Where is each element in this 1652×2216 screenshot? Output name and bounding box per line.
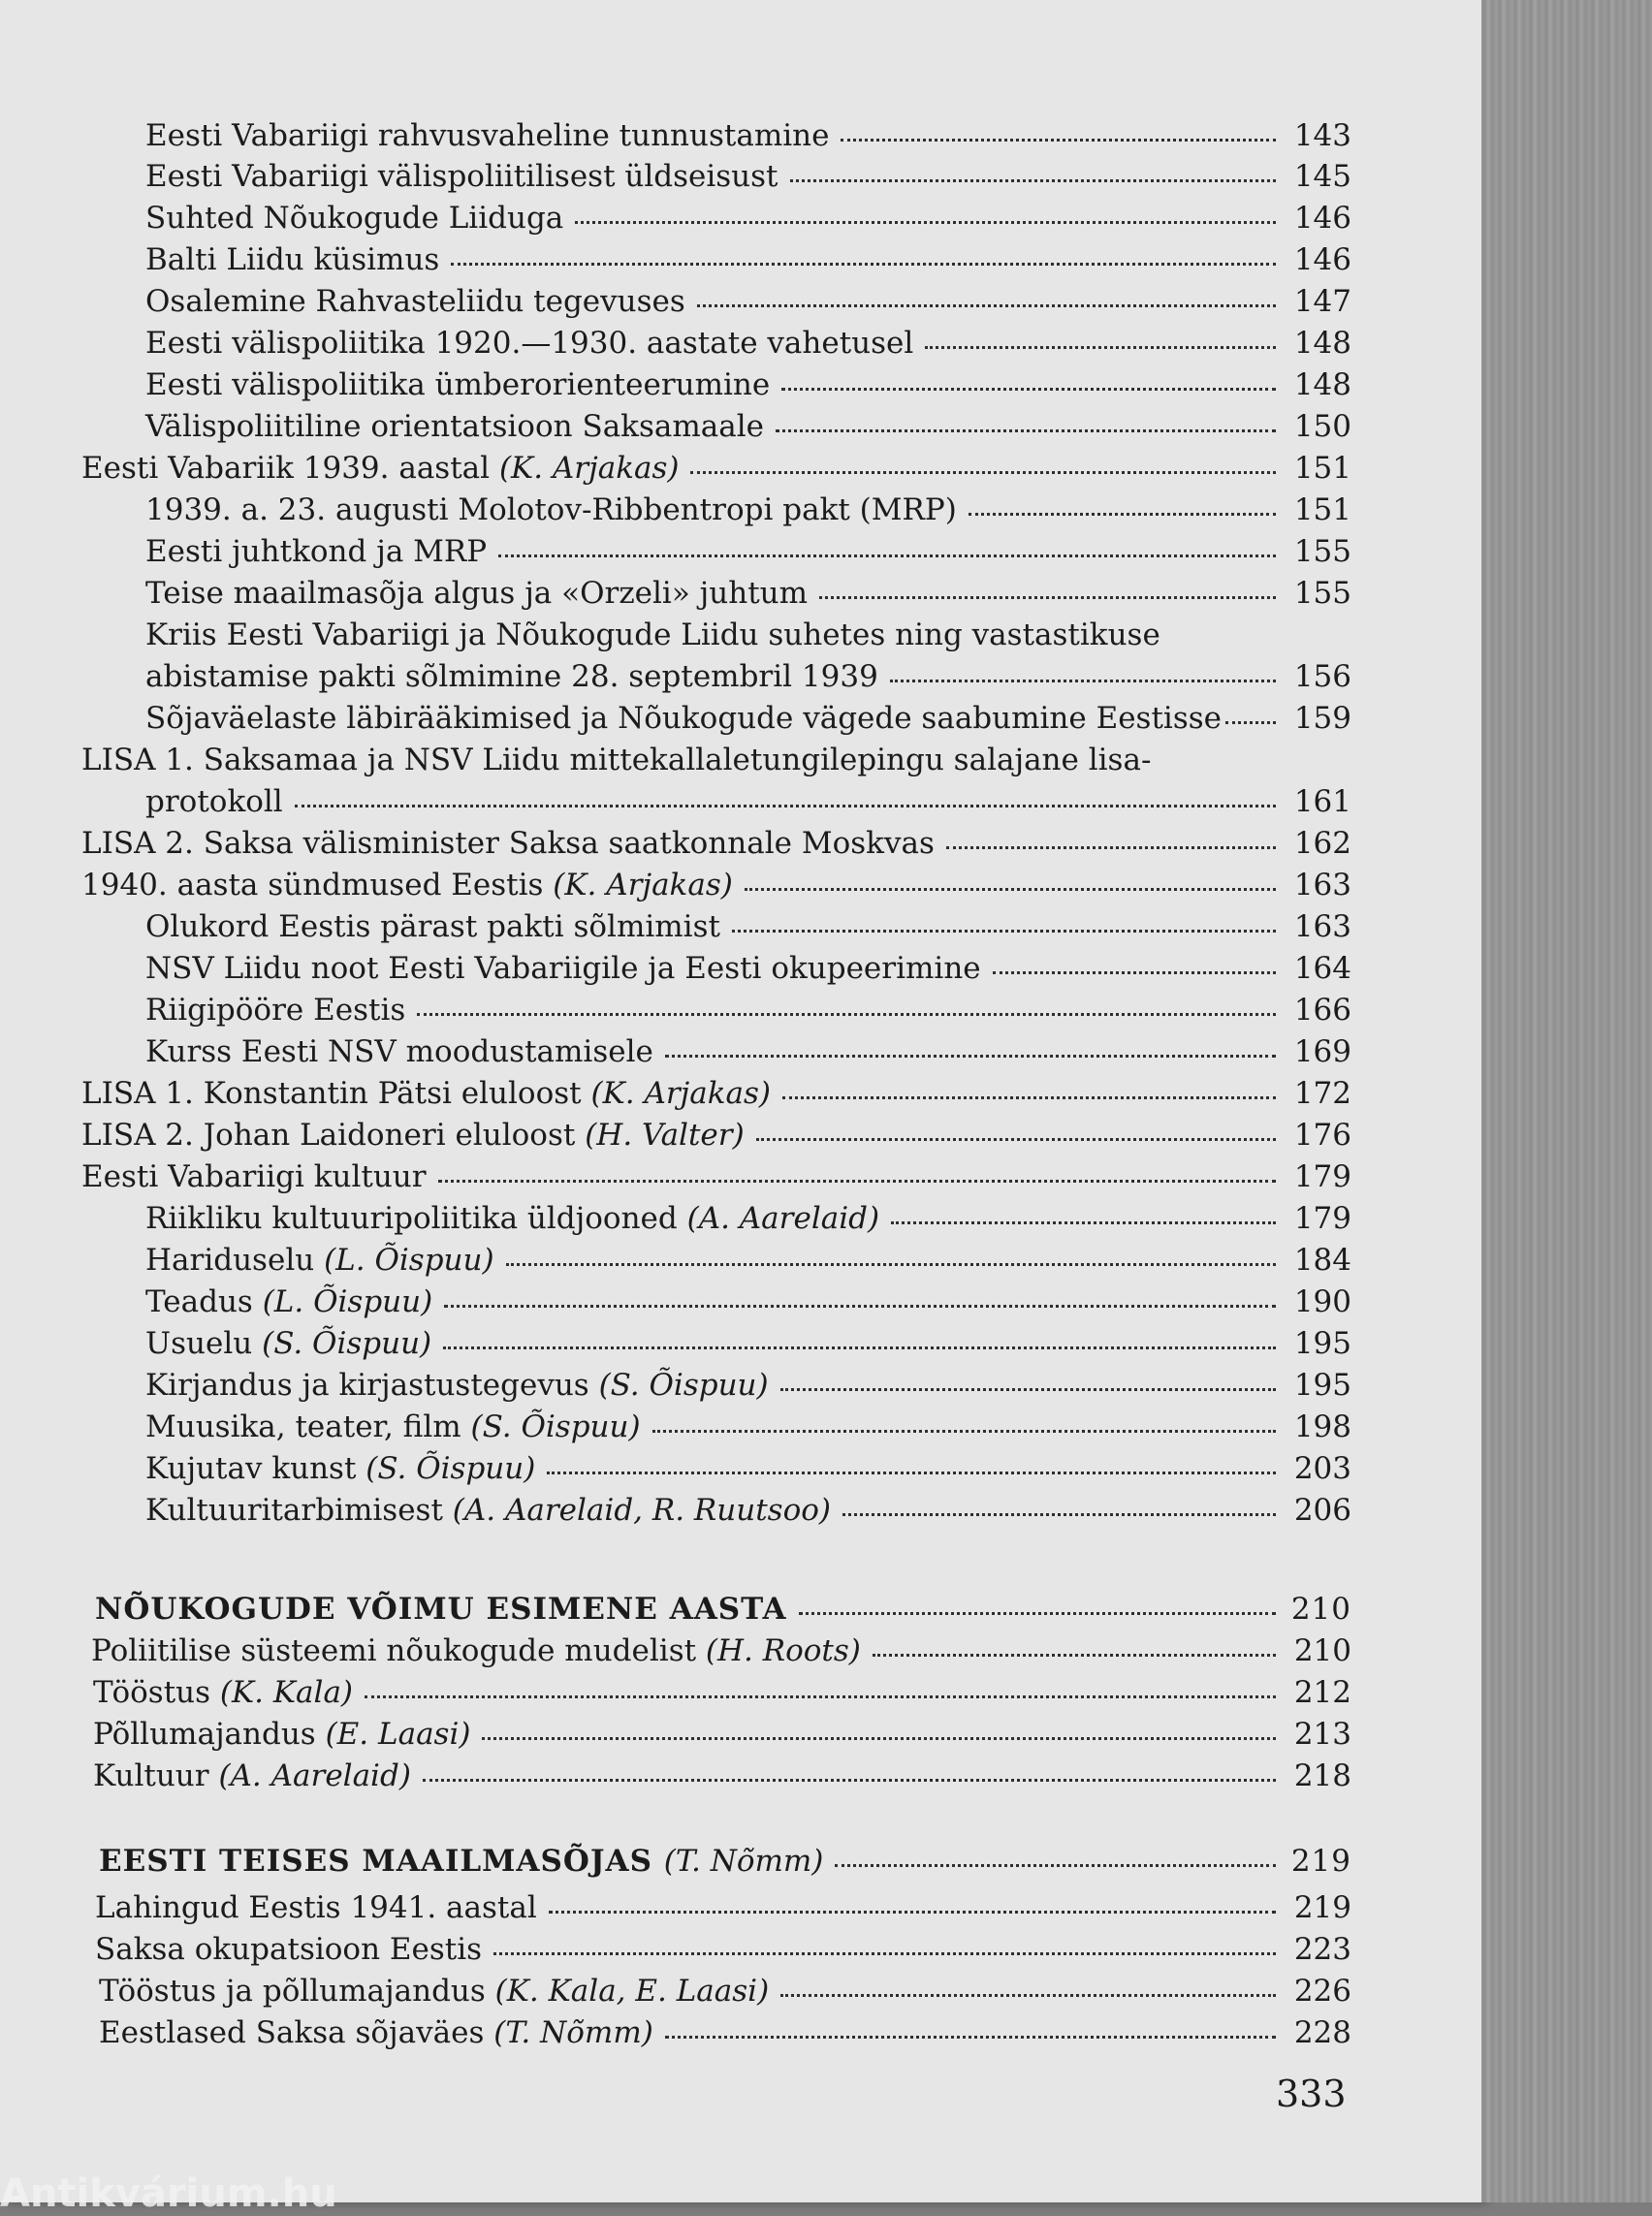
toc-entry	[95, 1930, 1351, 1969]
toc-entry-title: Kujutav kunst	[145, 1451, 357, 1486]
toc-entry	[145, 949, 1351, 988]
dot-leader	[417, 1013, 1276, 1016]
dot-leader	[443, 1346, 1276, 1349]
toc-entry-title: Riigipööre Eestis	[145, 993, 406, 1028]
dot-leader	[925, 346, 1276, 349]
toc-entry	[145, 282, 1351, 321]
toc-entry-title-line1: LISA 1. Saksamaa ja NSV Liidu mittekallaletungilepingu salajane lisa-	[81, 743, 1152, 777]
toc-entry-author: (S. Õispuu)	[262, 1326, 432, 1361]
toc-entry-page: 179	[1293, 1159, 1351, 1194]
toc-entry-title-line2: protokoll	[145, 784, 283, 819]
toc-entry-page: 146	[1293, 242, 1351, 277]
toc-entry	[145, 532, 1351, 571]
toc-entry-author: (E. Laasi)	[325, 1717, 471, 1752]
toc-entry-author: (S. Õispuu)	[365, 1451, 536, 1486]
toc-entry-page: 198	[1293, 1409, 1351, 1444]
toc-entry	[99, 1972, 1351, 2010]
toc-entry-title: Riikliku kultuuripoliitika üldjooned	[145, 1201, 678, 1236]
toc-chapter-title: EESTI TEISES MAAILMASÕJAS	[99, 1844, 652, 1879]
toc-entry-title: Kultuuritarbimisest	[145, 1493, 443, 1528]
dot-leader	[547, 1472, 1276, 1474]
toc-entry-page: 176	[1293, 1118, 1351, 1153]
dot-leader	[790, 179, 1276, 182]
toc-entry	[81, 1116, 1351, 1155]
dot-leader	[780, 1994, 1276, 1997]
toc-entry-author: (L. Õispuu)	[324, 1243, 494, 1278]
toc-entry-page: 146	[1293, 201, 1351, 236]
toc-entry	[145, 991, 1351, 1029]
toc-entry-title: Eesti Vabariigi rahvusvaheline tunnustamine	[145, 118, 830, 153]
toc-entry-page: 148	[1293, 326, 1351, 361]
toc-entry-author: (T. Nõmm)	[493, 2015, 653, 2050]
toc-entry-title: Tööstus	[93, 1675, 211, 1710]
dot-leader	[841, 139, 1276, 142]
toc-entry-author: (K. Kala)	[219, 1675, 354, 1710]
toc-entry-page: 210	[1290, 1592, 1351, 1627]
dot-leader	[756, 1138, 1276, 1141]
toc-entry-page: 164	[1293, 951, 1351, 986]
toc-entry-author: (K. Arjakas)	[498, 451, 680, 486]
toc-entry-page: 228	[1293, 2015, 1351, 2050]
toc-entry	[145, 1282, 1351, 1321]
toc-entry-page: 179	[1293, 1201, 1351, 1236]
toc-entry-title: Lahingud Eestis 1941. aastal	[95, 1890, 537, 1925]
toc-entry	[145, 1199, 1351, 1238]
toc-entry-page: 195	[1293, 1326, 1351, 1361]
dot-leader	[776, 429, 1276, 432]
page-stack-edge	[1481, 0, 1652, 2202]
toc-section-entry	[81, 866, 1351, 904]
toc-entry-title: Kurss Eesti NSV moodustamisele	[145, 1034, 653, 1069]
toc-entry-page: 172	[1293, 1076, 1351, 1111]
dot-leader	[835, 1864, 1276, 1867]
toc-entry-title: Eesti välispoliitika ümberorienteerumine	[145, 367, 771, 402]
toc-entry-page: 155	[1293, 534, 1351, 569]
toc-entry-page: 223	[1293, 1932, 1351, 1967]
toc-entry-page: 150	[1293, 409, 1351, 444]
toc-entry	[93, 1673, 1351, 1712]
dot-leader	[575, 221, 1276, 224]
toc-entry-title-line1: Kriis Eesti Vabariigi ja Nõukogude Liidu suhetes ning vastastikuse	[145, 617, 1160, 652]
dot-leader	[946, 846, 1276, 849]
dot-leader	[697, 304, 1276, 307]
toc-entry-author: (H. Roots)	[705, 1633, 861, 1668]
dot-leader	[423, 1779, 1276, 1782]
toc-entry	[145, 1491, 1351, 1530]
toc-chapter-heading	[99, 1842, 1351, 1881]
toc-entry-page: 156	[1293, 659, 1351, 694]
toc-entry-page: 212	[1293, 1675, 1351, 1710]
toc-entry	[93, 1715, 1351, 1754]
toc-entry-page: 210	[1293, 1633, 1351, 1668]
toc-entry	[145, 116, 1351, 155]
dot-leader	[993, 971, 1276, 974]
toc-entry-author: (K. Arjakas)	[590, 1076, 772, 1111]
toc-entry-author: (K. Kala, E. Laasi)	[494, 1974, 770, 2009]
toc-entry-page: 162	[1293, 826, 1351, 861]
toc-entry-title: Eestlased Saksa sõjaväes	[99, 2015, 485, 2050]
toc-entry-title-line2: abistamise pakti sõlmimine 28. septembril 1939	[145, 659, 878, 694]
toc-entry-page: 213	[1293, 1717, 1351, 1752]
toc-entry-page: 166	[1293, 993, 1351, 1028]
toc-entry-author: (S. Õispuu)	[598, 1368, 769, 1403]
toc-entry	[145, 407, 1351, 446]
dot-leader	[842, 1513, 1276, 1516]
toc-entry-title: Tööstus ja põllumajandus	[99, 1974, 486, 2009]
toc-entry-page: 151	[1293, 451, 1351, 486]
toc-entry-title: Eesti juhtkond ja MRP	[145, 534, 488, 569]
watermark: Antikvárium.hu	[0, 2171, 337, 2216]
toc-entry-page: 203	[1293, 1451, 1351, 1486]
toc-entry	[93, 1757, 1351, 1795]
toc-entry-title: Eesti Vabariigi välispoliitilisest üldseisust	[145, 159, 778, 194]
toc-entry	[145, 365, 1351, 404]
toc-entry-title: Hariduselu	[145, 1243, 315, 1278]
dot-leader	[482, 1737, 1276, 1740]
dot-leader	[732, 930, 1276, 933]
toc-entry	[145, 240, 1351, 279]
toc-entry-page: 219	[1290, 1844, 1351, 1879]
dot-leader	[780, 1388, 1276, 1391]
toc-entry-author: (L. Õispuu)	[262, 1284, 433, 1319]
toc-entry	[145, 199, 1351, 237]
toc-entry-title: Põllumajandus	[93, 1717, 316, 1752]
toc-entry-title: Eesti välispoliitika 1920.—1930. aastate vahetusel	[145, 326, 914, 361]
dot-leader	[665, 2036, 1276, 2039]
dot-leader	[969, 513, 1276, 516]
dot-leader	[890, 680, 1276, 682]
toc-entry-title: LISA 2. Johan Laidoneri eluloost	[81, 1118, 576, 1153]
toc-section-entry	[81, 1157, 1351, 1196]
toc-entry-page: 159	[1293, 701, 1351, 736]
toc-entry	[95, 1888, 1351, 1927]
toc-entry-title: LISA 2. Saksa välisminister Saksa saatkonnale Moskvas	[81, 826, 935, 861]
dot-leader	[451, 263, 1276, 266]
toc-entry-title: Eesti Vabariik 1939. aastal	[81, 451, 491, 486]
toc-entry-author: (H. Valter)	[585, 1118, 745, 1153]
dot-leader	[444, 1305, 1276, 1308]
toc-entry-title: Muusika, teater, film	[145, 1409, 461, 1444]
toc-entry-page: 195	[1293, 1368, 1351, 1403]
dot-leader	[295, 805, 1276, 807]
toc-entry-title: 1940. aasta sündmused Eestis	[81, 868, 544, 902]
toc-entry	[91, 1631, 1351, 1670]
toc-entry-author: (A. Aarelaid, R. Ruutsoo)	[452, 1493, 831, 1528]
toc-entry	[145, 907, 1351, 946]
dot-leader	[781, 388, 1276, 391]
toc-entry-title: 1939. a. 23. augusti Molotov-Ribbentropi pakt (MRP)	[145, 492, 957, 527]
toc-entry-title: Saksa okupatsioon Eestis	[95, 1932, 483, 1967]
toc-entry-page: 169	[1293, 1034, 1351, 1069]
toc-entry-title: Olukord Eestis pärast pakti sõlmimist	[145, 909, 720, 944]
toc-entry	[145, 324, 1351, 363]
toc-entry-page: 219	[1293, 1890, 1351, 1925]
dot-leader	[745, 888, 1276, 891]
toc-entry-page: 163	[1293, 909, 1351, 944]
dot-leader	[365, 1695, 1276, 1698]
toc-entry-page: 190	[1293, 1284, 1351, 1319]
toc-entry	[145, 1408, 1351, 1446]
toc-entry-title: Osalemine Rahvasteliidu tegevuses	[145, 284, 685, 319]
toc-entry-author: (T. Nõmm)	[663, 1844, 824, 1879]
toc-entry	[145, 1366, 1351, 1405]
dot-leader	[506, 1263, 1276, 1266]
toc-entry-title: Kultuur	[93, 1758, 209, 1793]
toc-entry	[145, 1449, 1351, 1488]
toc-entry-page: 143	[1293, 118, 1351, 153]
dot-leader	[652, 1430, 1276, 1433]
toc-entry-page: 218	[1293, 1758, 1351, 1793]
toc-entry	[81, 1074, 1351, 1113]
toc-entry-page: 155	[1293, 576, 1351, 611]
dot-leader	[873, 1654, 1276, 1657]
toc-entry-page: 161	[1293, 784, 1351, 819]
toc-entry-title: Teise maailmasõja algus ja «Orzeli» juhtum	[145, 576, 809, 611]
toc-entry-title: LISA 1. Konstantin Pätsi eluloost	[81, 1076, 582, 1111]
toc-entry-author: (A. Aarelaid)	[686, 1201, 880, 1236]
dot-leader	[549, 1911, 1276, 1914]
toc-entry	[145, 157, 1351, 196]
toc-entry-title: Suhted Nõukogude Liiduga	[145, 201, 564, 236]
toc-chapter-title: NÕUKOGUDE VÕIMU ESIMENE AASTA	[95, 1592, 787, 1627]
toc-entry	[145, 1324, 1351, 1363]
toc-entry	[145, 782, 1351, 821]
toc-entry-page: 145	[1293, 159, 1351, 194]
toc-entry-page: 147	[1293, 284, 1351, 319]
toc-entry-author: (S. Õispuu)	[470, 1409, 641, 1444]
toc-entry-title: Sõjaväelaste läbirääkimised ja Nõukogude vägede saabumine Eestisse	[145, 701, 1223, 736]
dot-leader	[493, 1952, 1276, 1955]
toc-entry-title: Usuelu	[145, 1326, 253, 1361]
toc-entry-title: Teadus	[145, 1284, 253, 1319]
dot-leader	[498, 554, 1276, 557]
toc-entry-author: (K. Arjakas)	[553, 868, 733, 902]
dot-leader	[690, 471, 1276, 474]
dot-leader	[819, 596, 1276, 599]
dot-leader	[1225, 721, 1276, 724]
toc-entry-page: 184	[1293, 1243, 1351, 1278]
toc-entry	[81, 824, 1351, 863]
toc-entry	[145, 699, 1351, 738]
toc-entry-page: 163	[1293, 868, 1351, 902]
toc-entry	[145, 657, 1351, 696]
toc-entry-title: Kirjandus ja kirjastustegevus	[145, 1368, 589, 1403]
toc-entry-page: 206	[1293, 1493, 1351, 1528]
toc-section-entry	[81, 449, 1351, 488]
toc-entry-title: Balti Liidu küsimus	[145, 242, 440, 277]
toc-entry-title: NSV Liidu noot Eesti Vabariigile ja Eesti okupeerimine	[145, 951, 981, 986]
toc-entry	[145, 491, 1351, 529]
toc-entry	[145, 1241, 1351, 1280]
toc-entry	[145, 1032, 1351, 1071]
toc-chapter-heading	[95, 1590, 1351, 1629]
toc-entry-title: Välispoliitiline orientatsioon Saksamaale	[145, 409, 764, 444]
dot-leader	[891, 1221, 1276, 1224]
toc-entry-page: 226	[1293, 1974, 1351, 2009]
dot-leader	[799, 1612, 1276, 1615]
toc-entry	[145, 574, 1351, 613]
toc-entry-page: 148	[1293, 367, 1351, 402]
toc-entry-title: Eesti Vabariigi kultuur	[81, 1159, 427, 1194]
toc-entry-page: 151	[1293, 492, 1351, 527]
toc-entry-author: (A. Aarelaid)	[218, 1758, 411, 1793]
dot-leader	[782, 1096, 1276, 1099]
toc-entry-title: Poliitilise süsteemi nõukogude mudelist	[91, 1633, 697, 1668]
dot-leader	[438, 1180, 1276, 1183]
page-number: 333	[1276, 2073, 1347, 2115]
toc-entry	[99, 2013, 1351, 2052]
dot-leader	[665, 1055, 1276, 1058]
